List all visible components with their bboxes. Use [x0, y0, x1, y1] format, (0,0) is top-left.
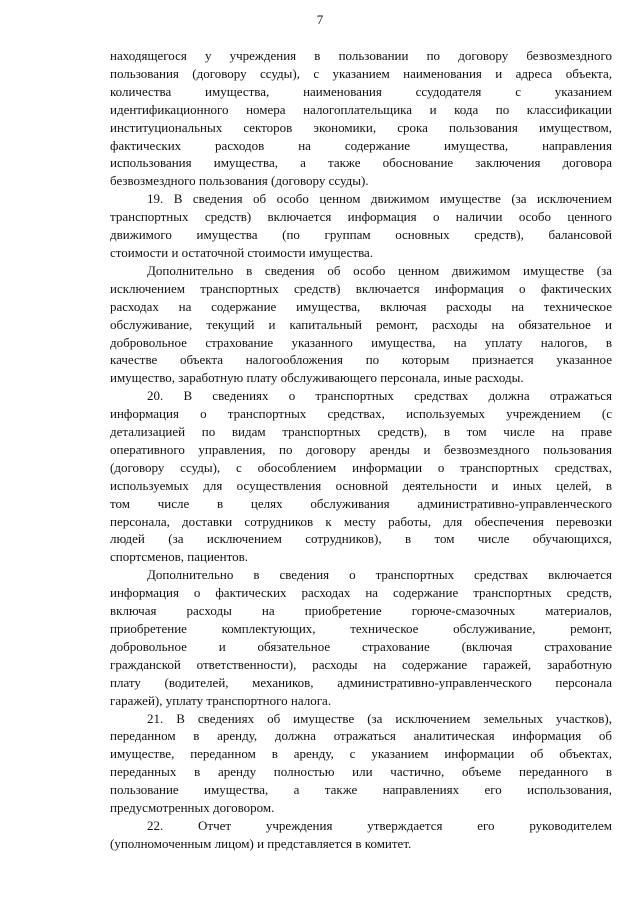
text-line: (уполномоченным лицом) и представляется в комитет.	[110, 835, 412, 851]
text-line: движимого имущества (по группам основных средств), балансовой	[110, 227, 612, 243]
text-line: используемых для осуществления основной деятельности и иных целей, в	[110, 477, 612, 493]
text-line: оперативного управления, по договору аренды и безвозмездного пользования	[110, 441, 612, 457]
text-line: персонала, доставки сотрудников к месту работы, для обеспечения перевозки	[110, 513, 612, 529]
text-line: использования имущества, а также обоснование заключения договора	[110, 155, 612, 171]
text-line: информация о транспортных средствах, используемых учреждением (с	[110, 406, 612, 422]
text-line: гаражей), уплату транспортного налога.	[110, 692, 332, 708]
paragraph-item-20-additional	[110, 566, 612, 709]
text-line: 20. В сведениях о транспортных средствах должна отражаться	[147, 388, 612, 404]
text-line: приобретение комплектующих, техническое обслуживание, ремонт,	[110, 621, 612, 636]
text-line: спортсменов, пациентов.	[110, 549, 249, 565]
text-line: том числе в целях обслуживания административно-управленческого	[110, 495, 612, 511]
text-line: предусмотренных договором.	[110, 800, 275, 816]
text-line: качестве объекта налогообложения по которым признается указанное	[110, 352, 612, 368]
text-line: пользование имущества, а также направлениях его использования,	[110, 782, 612, 798]
text-line: детализацией по видам транспортных средств), в том числе на праве	[110, 424, 612, 440]
text-line: расходах на содержание имущества, включая расходы на техническое	[110, 298, 612, 314]
text-line: Дополнительно в сведения о транспортных средствах включается	[147, 567, 612, 583]
text-line: переданных в аренду полностью или частично, объеме переданного в	[110, 764, 612, 780]
text-line: имуществе, переданном в аренду, с указанием информации об объектах,	[110, 746, 612, 762]
text-line: институциональных секторов экономики, срока пользования имуществом,	[110, 119, 612, 135]
text-line: стоимости и остаточной стоимости имущества.	[110, 244, 374, 260]
text-line: имущество, заработную плату обслуживающего персонала, иные расходы.	[110, 370, 524, 386]
page-number: 7	[316, 12, 324, 27]
text-line: пользования (договору ссуды), с указанием наименования и адреса объекта,	[110, 65, 612, 81]
text-line: 19. В сведения об особо ценном движимом имуществе (за исключением	[147, 191, 612, 207]
text-line: фактических расходов на содержание имущества, направления	[110, 137, 612, 153]
text-line: транспортных средств) включается информация о наличии особо ценного	[110, 209, 612, 225]
text-line: идентификационного номера налогоплательщика и кода по классификации	[110, 101, 612, 117]
document-body	[110, 47, 612, 853]
text-line: количества имущества, наименования ссудодателя с указанием	[110, 83, 612, 99]
text-line: 21. В сведениях об имуществе (за исключением земельных участков),	[147, 710, 612, 726]
text-line: Дополнительно в сведения об особо ценном движимом имуществе (за	[147, 262, 612, 278]
paragraph-item-19-additional	[110, 262, 612, 387]
paragraph-item-20	[110, 387, 612, 566]
text-line: плату (водителей, механиков, административно-управленческого персонала	[110, 674, 612, 690]
text-line: включая расходы на приобретение горюче-смазочных материалов,	[110, 603, 612, 619]
text-line: находящегося у учреждения в пользовании по договору безвозмездного	[110, 48, 612, 63]
text-line: добровольное и обязательное страхование (включая страхование	[110, 638, 612, 654]
text-line: добровольное страхование указанного имущества, на уплату налогов, в	[110, 334, 612, 350]
text-line: исключением транспортных средств) включается информация о фактических	[110, 280, 612, 296]
text-line: гражданской ответственности), расходы на содержание гаражей, заработную	[110, 656, 612, 672]
paragraph-owned-property-continuation	[110, 47, 612, 190]
text-line: информация о фактических расходах на содержание транспортных средств,	[110, 585, 612, 601]
text-line: безвозмездного пользования (договору ссуды).	[110, 173, 369, 189]
text-line: обслуживание, текущий и капитальный ремонт, расходы на обязательное и	[110, 316, 612, 332]
paragraph-item-22	[110, 817, 612, 853]
paragraph-item-21	[110, 710, 612, 817]
paragraph-item-19	[110, 190, 612, 262]
text-line: переданном в аренду, должна отражаться аналитическая информация об	[110, 728, 612, 744]
text-line: (договору ссуды), с обособлением информации о транспортных средствах,	[110, 459, 612, 475]
text-line: 22. Отчет учреждения утверждается его руководителем	[147, 817, 612, 833]
text-line: людей (за исключением сотрудников), в том числе обучающихся,	[110, 531, 612, 547]
